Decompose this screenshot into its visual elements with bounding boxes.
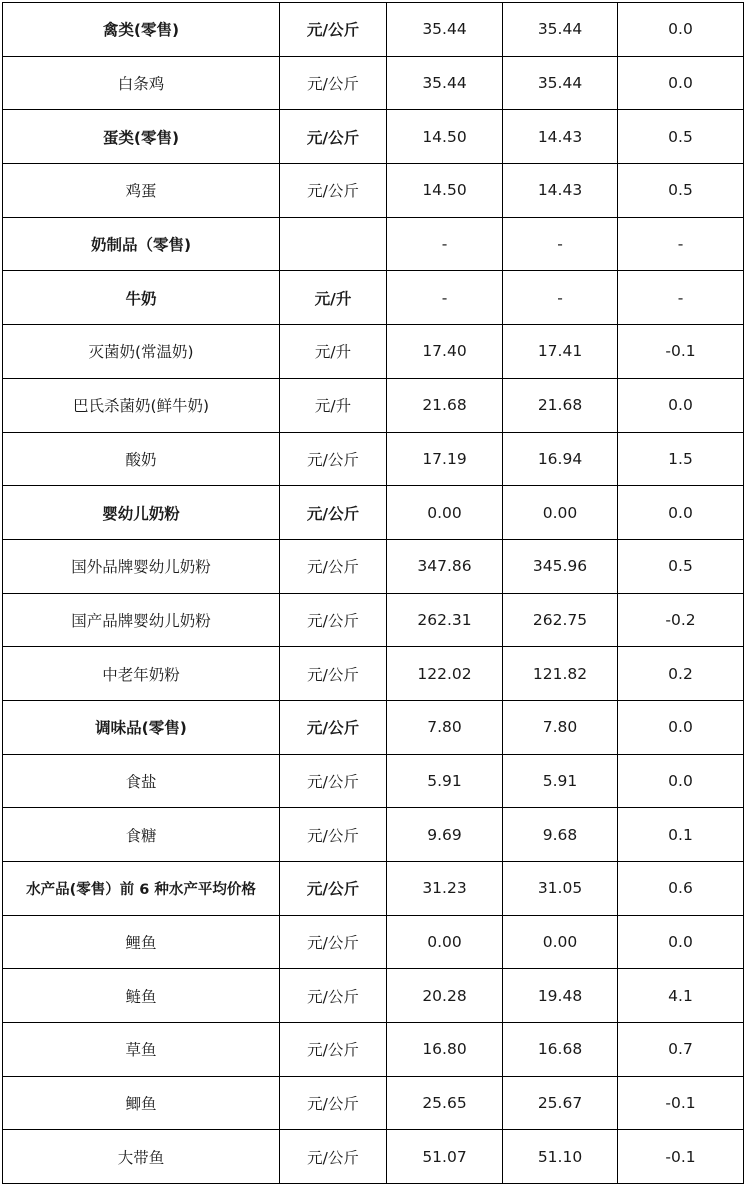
table-row	[3, 378, 744, 432]
change-percent-cell: -0.1	[618, 1076, 744, 1130]
unit-cell: 元/升	[280, 271, 387, 325]
current-price-cell: 17.40	[387, 325, 503, 379]
previous-price-cell: 14.43	[503, 164, 618, 218]
table-row	[3, 1130, 744, 1184]
unit-cell: 元/公斤	[280, 700, 387, 754]
previous-price-cell: 345.96	[503, 539, 618, 593]
unit-cell: 元/公斤	[280, 1076, 387, 1130]
unit-cell: 元/公斤	[280, 56, 387, 110]
unit-cell: 元/公斤	[280, 486, 387, 540]
unit-cell: 元/公斤	[280, 969, 387, 1023]
item-name-cell: 牛奶	[3, 271, 280, 325]
change-percent-cell: 0.0	[618, 56, 744, 110]
previous-price-cell: 16.94	[503, 432, 618, 486]
change-percent-cell: 0.2	[618, 647, 744, 701]
category-row	[3, 486, 744, 540]
change-percent-cell: 0.7	[618, 1023, 744, 1077]
item-name-cell: 鸡蛋	[3, 164, 280, 218]
unit-cell: 元/公斤	[280, 3, 387, 57]
change-percent-cell: -0.2	[618, 593, 744, 647]
item-name-cell: 水产品(零售）前 6 种水产平均价格	[3, 862, 280, 916]
item-name-cell: 鲤鱼	[3, 915, 280, 969]
current-price-cell: 35.44	[387, 56, 503, 110]
previous-price-cell: 262.75	[503, 593, 618, 647]
previous-price-cell: 35.44	[503, 56, 618, 110]
table-row	[3, 1023, 744, 1077]
current-price-cell: 20.28	[387, 969, 503, 1023]
table-row	[3, 56, 744, 110]
previous-price-cell: 35.44	[503, 3, 618, 57]
current-price-cell: 347.86	[387, 539, 503, 593]
change-percent-cell: 1.5	[618, 432, 744, 486]
current-price-cell: 35.44	[387, 3, 503, 57]
change-percent-cell: 0.0	[618, 754, 744, 808]
current-price-cell: 14.50	[387, 164, 503, 218]
unit-cell: 元/公斤	[280, 1130, 387, 1184]
price-table	[2, 2, 744, 1184]
change-percent-cell: 0.1	[618, 808, 744, 862]
category-row	[3, 217, 744, 271]
change-percent-cell: 0.0	[618, 378, 744, 432]
change-percent-cell: -0.1	[618, 325, 744, 379]
change-percent-cell: 0.0	[618, 700, 744, 754]
change-percent-cell: -	[618, 271, 744, 325]
unit-cell: 元/公斤	[280, 862, 387, 916]
current-price-cell: 262.31	[387, 593, 503, 647]
item-name-cell: 蛋类(零售)	[3, 110, 280, 164]
table-row	[3, 754, 744, 808]
item-name-cell: 国产品牌婴幼儿奶粉	[3, 593, 280, 647]
item-name-cell: 鲫鱼	[3, 1076, 280, 1130]
current-price-cell: -	[387, 271, 503, 325]
previous-price-cell: 121.82	[503, 647, 618, 701]
category-row	[3, 271, 744, 325]
current-price-cell: 16.80	[387, 1023, 503, 1077]
item-name-cell: 调味品(零售)	[3, 700, 280, 754]
unit-cell: 元/升	[280, 325, 387, 379]
item-name-cell: 白条鸡	[3, 56, 280, 110]
unit-cell: 元/公斤	[280, 539, 387, 593]
current-price-cell: 14.50	[387, 110, 503, 164]
table-row	[3, 969, 744, 1023]
unit-cell: 元/公斤	[280, 647, 387, 701]
unit-cell: 元/公斤	[280, 915, 387, 969]
table-row	[3, 164, 744, 218]
change-percent-cell: 0.5	[618, 110, 744, 164]
table-row	[3, 325, 744, 379]
change-percent-cell: 0.0	[618, 486, 744, 540]
current-price-cell: -	[387, 217, 503, 271]
change-percent-cell: 0.6	[618, 862, 744, 916]
current-price-cell: 9.69	[387, 808, 503, 862]
previous-price-cell: 16.68	[503, 1023, 618, 1077]
category-row	[3, 3, 744, 57]
change-percent-cell: 4.1	[618, 969, 744, 1023]
table-row	[3, 915, 744, 969]
current-price-cell: 0.00	[387, 915, 503, 969]
category-row	[3, 110, 744, 164]
change-percent-cell: 0.5	[618, 164, 744, 218]
current-price-cell: 51.07	[387, 1130, 503, 1184]
item-name-cell: 草鱼	[3, 1023, 280, 1077]
item-name-cell: 国外品牌婴幼儿奶粉	[3, 539, 280, 593]
current-price-cell: 21.68	[387, 378, 503, 432]
change-percent-cell: -	[618, 217, 744, 271]
table-row	[3, 647, 744, 701]
previous-price-cell: 31.05	[503, 862, 618, 916]
unit-cell: 元/公斤	[280, 164, 387, 218]
previous-price-cell: 7.80	[503, 700, 618, 754]
item-name-cell: 中老年奶粉	[3, 647, 280, 701]
category-row	[3, 862, 744, 916]
previous-price-cell: 9.68	[503, 808, 618, 862]
item-name-cell: 灭菌奶(常温奶)	[3, 325, 280, 379]
current-price-cell: 7.80	[387, 700, 503, 754]
current-price-cell: 122.02	[387, 647, 503, 701]
current-price-cell: 31.23	[387, 862, 503, 916]
previous-price-cell: -	[503, 217, 618, 271]
unit-cell: 元/公斤	[280, 593, 387, 647]
table-row	[3, 432, 744, 486]
table-row	[3, 1076, 744, 1130]
unit-cell: 元/公斤	[280, 432, 387, 486]
previous-price-cell: 5.91	[503, 754, 618, 808]
item-name-cell: 巴氏杀菌奶(鲜牛奶)	[3, 378, 280, 432]
previous-price-cell: 19.48	[503, 969, 618, 1023]
current-price-cell: 5.91	[387, 754, 503, 808]
previous-price-cell: 14.43	[503, 110, 618, 164]
item-name-cell: 鲢鱼	[3, 969, 280, 1023]
item-name-cell: 食盐	[3, 754, 280, 808]
previous-price-cell: 17.41	[503, 325, 618, 379]
previous-price-cell: 0.00	[503, 915, 618, 969]
table-row	[3, 593, 744, 647]
unit-cell	[280, 217, 387, 271]
item-name-cell: 食糖	[3, 808, 280, 862]
table-row	[3, 539, 744, 593]
unit-cell: 元/公斤	[280, 1023, 387, 1077]
table-row	[3, 808, 744, 862]
change-percent-cell: 0.0	[618, 915, 744, 969]
change-percent-cell: 0.5	[618, 539, 744, 593]
unit-cell: 元/公斤	[280, 754, 387, 808]
table-body	[3, 3, 744, 1184]
item-name-cell: 禽类(零售)	[3, 3, 280, 57]
category-row	[3, 700, 744, 754]
current-price-cell: 17.19	[387, 432, 503, 486]
previous-price-cell: 0.00	[503, 486, 618, 540]
current-price-cell: 0.00	[387, 486, 503, 540]
previous-price-cell: 21.68	[503, 378, 618, 432]
change-percent-cell: 0.0	[618, 3, 744, 57]
current-price-cell: 25.65	[387, 1076, 503, 1130]
previous-price-cell: 25.67	[503, 1076, 618, 1130]
item-name-cell: 婴幼儿奶粉	[3, 486, 280, 540]
previous-price-cell: -	[503, 271, 618, 325]
change-percent-cell: -0.1	[618, 1130, 744, 1184]
item-name-cell: 酸奶	[3, 432, 280, 486]
item-name-cell: 大带鱼	[3, 1130, 280, 1184]
previous-price-cell: 51.10	[503, 1130, 618, 1184]
item-name-cell: 奶制品（零售)	[3, 217, 280, 271]
unit-cell: 元/升	[280, 378, 387, 432]
unit-cell: 元/公斤	[280, 110, 387, 164]
unit-cell: 元/公斤	[280, 808, 387, 862]
